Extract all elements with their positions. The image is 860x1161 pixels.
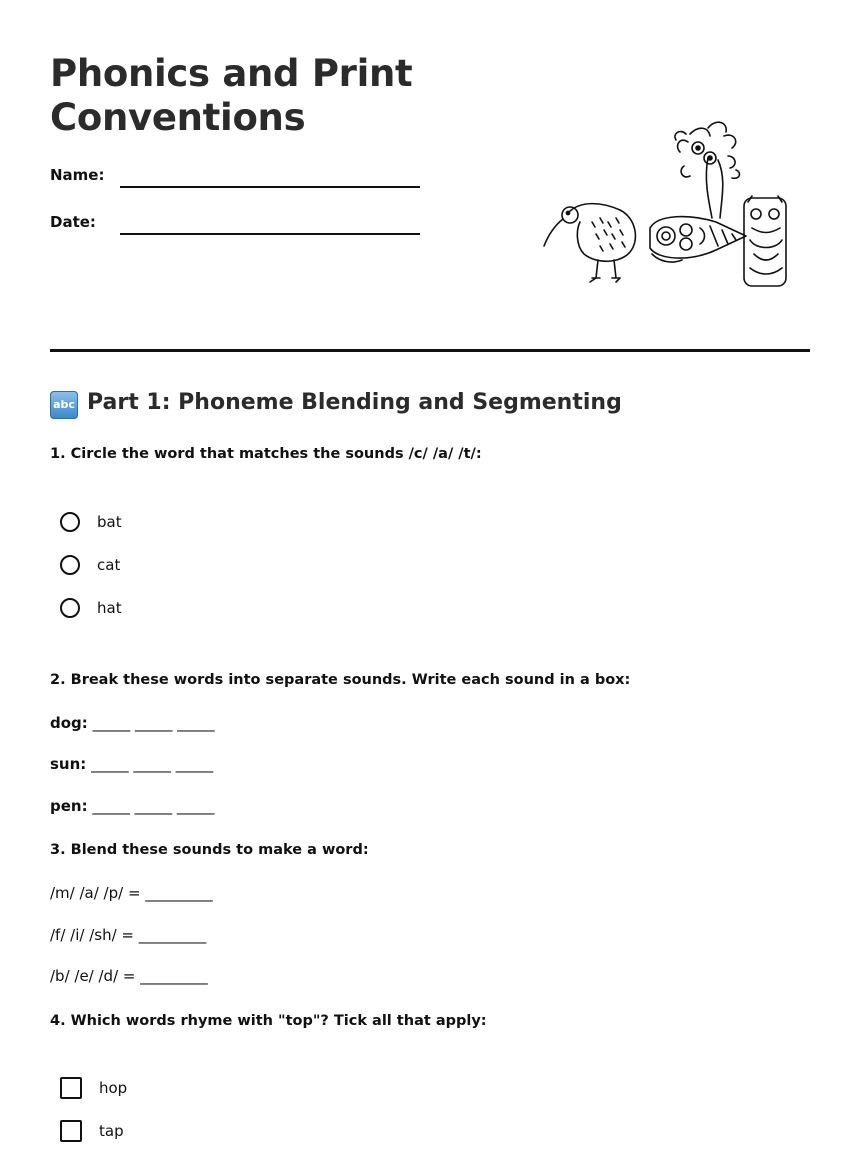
q1-option-hat[interactable]: [60, 595, 122, 621]
q2-item-dog[interactable]: [50, 714, 215, 732]
q4-option-hop[interactable]: [60, 1075, 127, 1101]
title-line-2: Conventions: [50, 96, 306, 139]
question-4-prompt: 4. Which words rhyme with "top"? Tick all that apply:: [50, 1013, 487, 1029]
name-label: Name:: [50, 166, 105, 184]
q2-word: dog:: [50, 714, 88, 732]
title-line-1: Phonics and Print: [50, 52, 413, 95]
radio-circle-icon[interactable]: [60, 512, 80, 532]
q4-option-tap[interactable]: [60, 1118, 124, 1144]
q1-option-cat[interactable]: [60, 552, 120, 578]
q1-option-bat[interactable]: [60, 509, 122, 535]
option-label: tap: [99, 1122, 124, 1140]
question-2-prompt: 2. Break these words into separate sounds. Write each sound in a box:: [50, 672, 631, 688]
date-label: Date:: [50, 213, 96, 231]
section-divider: [50, 349, 810, 352]
part-1-heading: Part 1: Phoneme Blending and Segmenting: [87, 390, 622, 415]
q2-blanks[interactable]: _____ _____ _____: [92, 714, 215, 732]
flower-tree-icon: [675, 122, 740, 218]
q3-item-3[interactable]: /b/ /e/ /d/ = _________: [50, 967, 208, 985]
q3-item-1[interactable]: /m/ /a/ /p/ = _________: [50, 884, 213, 902]
checkbox-icon[interactable]: [60, 1077, 82, 1099]
question-3-prompt: 3. Blend these sounds to make a word:: [50, 842, 369, 858]
q2-word: pen:: [50, 797, 88, 815]
q2-blanks[interactable]: _____ _____ _____: [91, 755, 214, 773]
q2-word: sun:: [50, 755, 87, 773]
kiwi-bird-illustration: [540, 118, 790, 290]
radio-circle-icon[interactable]: [60, 555, 80, 575]
question-1-prompt: 1. Circle the word that matches the sounds /c/ /a/ /t/:: [50, 446, 482, 462]
option-label: hat: [97, 599, 122, 617]
carved-pou-icon: [744, 196, 786, 286]
q2-item-sun[interactable]: [50, 755, 213, 773]
q2-item-pen[interactable]: [50, 797, 214, 815]
q2-blanks[interactable]: _____ _____ _____: [92, 797, 215, 815]
page-title: [50, 52, 412, 140]
checkbox-icon[interactable]: [60, 1120, 82, 1142]
option-label: cat: [97, 556, 121, 574]
q3-item-2[interactable]: /f/ /i/ /sh/ = _________: [50, 926, 207, 944]
radio-circle-icon[interactable]: [60, 598, 80, 618]
date-field[interactable]: [120, 233, 420, 235]
kiwi-icon: [544, 204, 635, 282]
option-label: hop: [99, 1079, 128, 1097]
patterned-fish-icon: [650, 217, 746, 262]
abc-icon: abc: [50, 391, 78, 419]
option-label: bat: [97, 513, 122, 531]
name-field[interactable]: [120, 186, 420, 188]
